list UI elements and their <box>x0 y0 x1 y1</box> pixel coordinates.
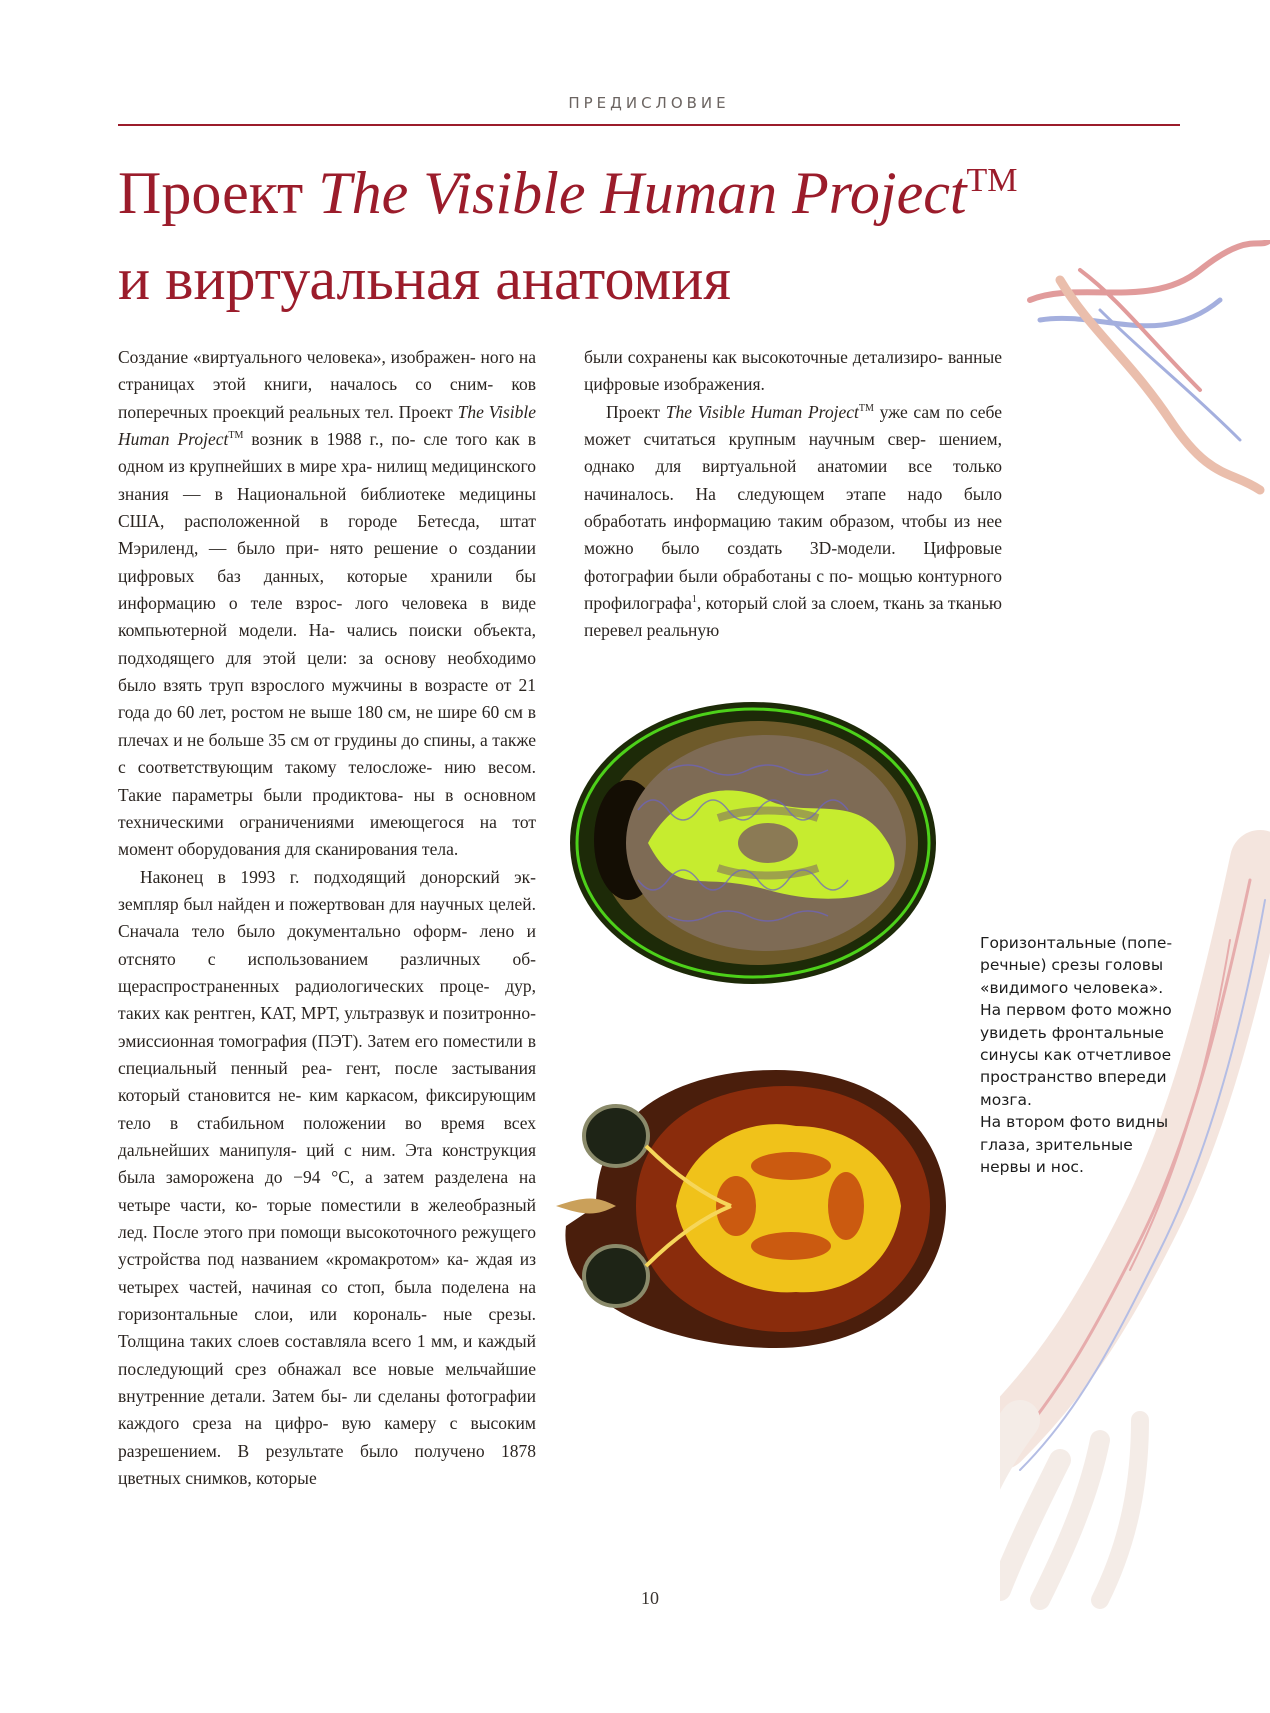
page-title <box>118 150 1118 322</box>
title-trademark: TM <box>966 162 1018 199</box>
caption-line: пространство впереди <box>980 1068 1167 1087</box>
text-line: торые поместили в желеобразный лед. После <box>118 1194 537 1242</box>
text-line: ков поперечных проекций реальных тел. Проект <box>118 374 536 422</box>
text-line: только начиналось. На следующем этапе надо <box>584 456 1002 504</box>
text-line: было обработать информацию таким образом, <box>584 483 1003 532</box>
text-line: 1 мм, и каждый последующий срез обнажал все <box>118 1331 537 1379</box>
text-line: поделена на горизонтальные слои, или корональ- <box>118 1276 537 1325</box>
text-line: лого человека в виде компьютерной модели. На- <box>118 593 537 641</box>
paragraph-3 <box>584 344 1002 399</box>
title-prefix: Проект <box>118 160 319 226</box>
text-line: шением, однако для виртуальной анатомии все <box>584 429 1003 477</box>
project-name: The Visible Human Project <box>118 401 537 450</box>
text-line: Проект <box>606 401 666 422</box>
text-line: мощью контурного профилографа <box>584 565 1003 614</box>
text-line: Затем его поместили в специальный пенный реа- <box>118 1030 537 1078</box>
text-line: ким каркасом, фиксирующим тело в стабильном <box>118 1085 537 1133</box>
text-line: этого при помощи высокоточного режущего <box>203 1222 536 1242</box>
caption-line: нервы и нос. <box>980 1158 1084 1177</box>
text-line: до −94 °C, а затем разделена на четыре части, ко- <box>118 1167 537 1215</box>
text-line: библиотеке медицины США, расположенной <box>118 483 536 532</box>
text-line: нилищ медицинского знания — в Национальной <box>118 456 537 504</box>
text-line: были сохранены как высокоточные детализиро- <box>584 347 943 367</box>
text-line: которые хранили бы информацию о теле взрос- <box>118 565 536 614</box>
section-label: ПРЕДИСЛОВИЕ <box>568 94 730 112</box>
caption-line: глаза, зрительные <box>980 1135 1133 1154</box>
text-line: до 60 лет, ростом не выше 180 см, не шире 60 см <box>154 702 523 723</box>
title-line2: и виртуальная анатомия <box>118 246 731 312</box>
text-line: дур, таких как рентген, КАТ, МРТ, ультразвук <box>118 975 536 1024</box>
caption-line: речные) срезы головы <box>980 956 1164 975</box>
text-line: ванные цифровые изображения. <box>584 347 1002 395</box>
text-line: устройства под названием «кромакротом» ка- <box>118 1249 469 1270</box>
text-line: ного на страницах этой книги, началось со сним- <box>118 347 536 395</box>
text-line: , который <box>696 593 768 614</box>
text-line: имеющегося на тот момент оборудования <box>118 811 536 860</box>
brain-scan-orange <box>556 1056 948 1356</box>
text-line: взрослого мужчины в возрасте от 21 года <box>118 675 537 723</box>
project-tm: TM <box>858 402 874 414</box>
text-line: в плечах и не больше 35 см от грудины до спины, <box>118 702 537 750</box>
text-line: и позитронно-эмиссионная томография (ПЭТ). <box>118 1003 536 1051</box>
text-line: было получено 1878 цветных снимков, которые <box>118 1440 536 1489</box>
project-tm: TM <box>228 430 244 442</box>
text-line: возник в 1988 г., по- <box>251 429 416 450</box>
text-line: ные срезы. Толщина таких слоев составляла всего <box>118 1304 536 1352</box>
text-line: ций с ним. Эта конструкция была заморожена <box>118 1139 536 1188</box>
text-line: в городе Бетесда, штат Мэриленд, — было при- <box>118 511 536 559</box>
text-line: а также с соответствующим такому телосложе- <box>118 729 536 778</box>
text-line: щераспространенных радиологических проце- <box>118 975 490 996</box>
footnote-mark: 1 <box>691 594 697 606</box>
text-line: лено и отснято с использованием различных об- <box>118 921 537 969</box>
text-line: земпляр был найден и пожертвован для научных <box>118 893 484 914</box>
paragraph-1 <box>118 344 536 864</box>
text-line: по себе может считаться крупным научным свер- <box>584 401 1003 450</box>
title-italic: The Visible Human Project <box>318 160 967 226</box>
page-number: 10 <box>641 1588 659 1608</box>
body-column-right <box>584 344 1002 645</box>
text-line: вую камеру с высоким разрешением. В результате <box>118 1413 537 1461</box>
text-line: для сканирования тела. <box>284 839 459 860</box>
caption-line: На первом фото можно <box>980 1001 1172 1020</box>
text-line: чались поиски объекта, подходящего для этой <box>118 620 536 668</box>
text-line: Цифровые фотографии были обработаны с по- <box>584 538 1002 586</box>
text-line: Наконец в 1993 г. подходящий донорский эк- <box>140 866 536 887</box>
caption-line: увидеть фронтальные <box>980 1023 1164 1042</box>
text-line: нято решение о создании цифровых баз данных, <box>118 538 536 586</box>
text-line: ждая из четырех частей, начиная со стоп, была <box>118 1249 537 1297</box>
text-line: новые мельчайшие внутренние детали. Затем бы- <box>118 1358 536 1407</box>
text-line: уже сам <box>873 401 941 422</box>
caption-line: На втором фото видны <box>980 1113 1169 1132</box>
text-line: Создание «виртуального человека», изображен- <box>118 347 476 367</box>
figure-caption <box>980 932 1180 1178</box>
header-rule <box>118 124 1180 126</box>
body-column-left <box>118 344 536 1492</box>
paragraph-4 <box>584 399 1002 645</box>
text-line: гент, после застывания который становится не- <box>118 1057 537 1106</box>
text-line: слой за слоем, ткань за тканью перевел реальную <box>584 593 1002 641</box>
paragraph-2 <box>118 864 536 1493</box>
caption-line: синусы как отчетливое <box>980 1046 1172 1065</box>
text-line: чтобы из нее можно было создать 3D-модели. <box>584 511 1002 559</box>
text-line: положении во время всех дальнейших манипуля- <box>118 1112 536 1160</box>
caption-line: «видимого человека». <box>980 978 1164 997</box>
brain-scan-green <box>568 700 938 986</box>
text-line: целей. Сначала тело было документально оформ- <box>118 893 536 942</box>
text-line: нию весом. Такие параметры были продиктова- <box>118 757 536 805</box>
project-name: The Visible Human Project <box>665 401 859 422</box>
caption-line: мозга. <box>980 1090 1032 1109</box>
text-line: ны в основном техническими ограничениями <box>118 784 536 832</box>
text-line: сле того как в одном из крупнейших в мире хра- <box>118 429 537 477</box>
caption-line: Горизонтальные (попе- <box>980 934 1173 952</box>
text-line: цели: за основу необходимо было взять труп <box>118 647 536 696</box>
text-line: ли сделаны фотографии каждого среза на цифро- <box>118 1386 537 1434</box>
